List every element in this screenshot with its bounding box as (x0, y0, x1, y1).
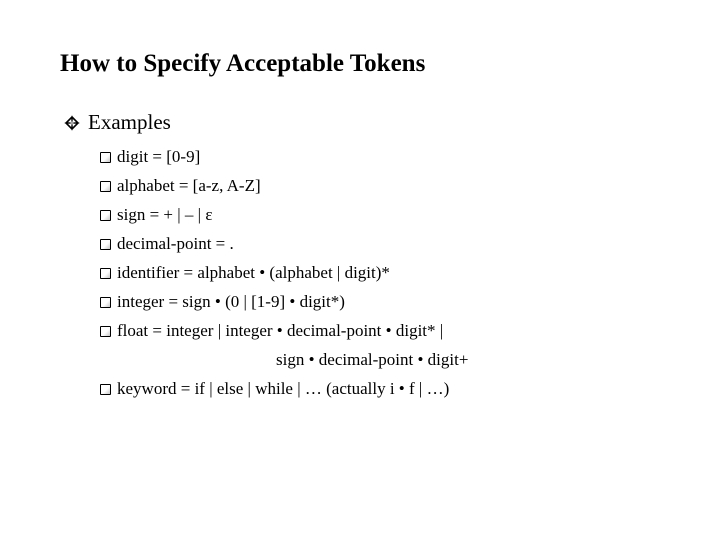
list-item-sign (100, 200, 468, 229)
square-bullet-icon (100, 152, 111, 163)
square-bullet-icon (100, 268, 111, 279)
list-item-keyword (100, 374, 468, 403)
section-label: Examples (88, 110, 171, 134)
list-item-text: sign = + | – | ε (117, 204, 213, 224)
list-item-identifier (100, 258, 468, 287)
list-item-float-continuation (100, 345, 468, 374)
list-item-float (100, 316, 468, 345)
square-bullet-icon (100, 181, 111, 192)
list-item-text: keyword = if | else | while | … (actually i • f | …) (117, 378, 450, 398)
list-item-decimal-point (100, 229, 468, 258)
slide-title: How to Specify Acceptable Tokens (60, 50, 426, 77)
list-item-integer (100, 287, 468, 316)
list-item-alphabet (100, 171, 468, 200)
diamond-bullet-icon (64, 115, 80, 131)
square-bullet-icon (100, 326, 111, 337)
list-item-text: decimal-point = . (117, 233, 234, 253)
list-item-text: sign • decimal-point • digit+ (276, 349, 469, 369)
square-bullet-icon (100, 210, 111, 221)
list-item-digit (100, 142, 468, 171)
section-examples (64, 110, 171, 135)
square-bullet-icon (100, 239, 111, 250)
list-item-text: float = integer | integer • decimal-point • digit* | (117, 320, 444, 340)
list-item-text: digit = [0-9] (117, 146, 201, 166)
examples-list (100, 142, 468, 403)
square-bullet-icon (100, 384, 111, 395)
list-item-text: integer = sign • (0 | [1-9] • digit*) (117, 291, 345, 311)
list-item-text: alphabet = [a-z, A-Z] (117, 175, 261, 195)
square-bullet-icon (100, 297, 111, 308)
list-item-text: identifier = alphabet • (alphabet | digit)* (117, 262, 390, 282)
